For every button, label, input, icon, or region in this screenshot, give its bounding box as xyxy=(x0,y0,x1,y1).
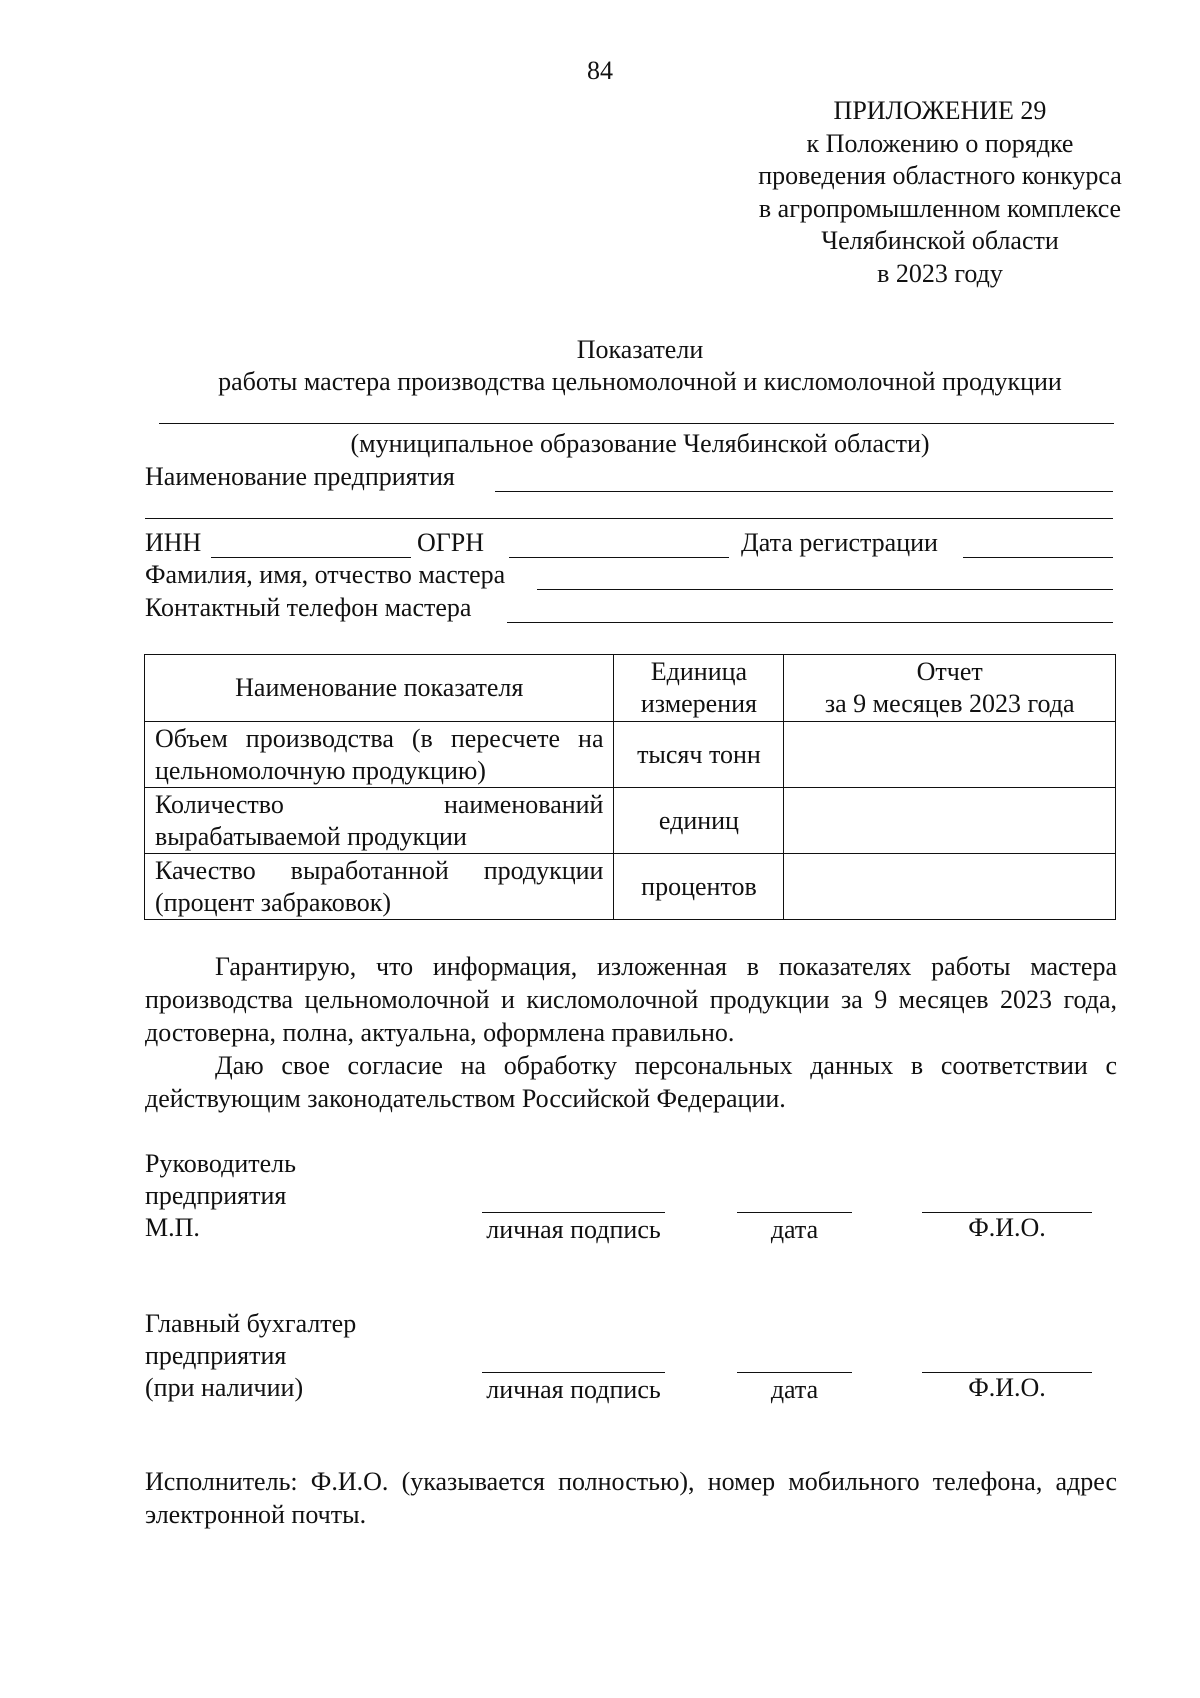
table-row xyxy=(145,854,1116,920)
executor-note: Исполнитель: Ф.И.О. (указывается полностью), номер мобильного телефона, адрес электронной почты. xyxy=(145,1467,1117,1529)
accountant-fio-caption: Ф.И.О. xyxy=(968,1373,1046,1402)
enterprise-name-label: Наименование предприятия xyxy=(145,462,455,491)
accountant-date-line[interactable] xyxy=(737,1372,852,1373)
appendix-line: проведения областного конкурса xyxy=(758,161,1122,190)
indicator-value-cell[interactable] xyxy=(784,788,1116,854)
consent-paragraph xyxy=(145,1049,1117,1115)
page-number: 84 xyxy=(587,56,613,85)
municipality-caption: (муниципальное образование Челябинской области) xyxy=(350,429,930,458)
indicator-unit: процентов xyxy=(614,854,784,920)
document-subtitle: работы мастера производства цельномолочной и кисломолочной продукции xyxy=(218,367,1062,396)
registration-date-field[interactable] xyxy=(963,557,1113,558)
table-row xyxy=(145,788,1116,854)
head-fio-caption: Ф.И.О. xyxy=(968,1213,1046,1242)
indicators-table xyxy=(144,654,1116,920)
municipality-blank-line[interactable] xyxy=(159,423,1114,424)
head-label xyxy=(145,1148,296,1244)
enterprise-name-field[interactable] xyxy=(495,491,1113,492)
indicator-name: Количество наименований вырабатываемой продукции xyxy=(145,788,614,854)
guarantee-text: Гарантирую, что информация, изложенная в показателях работы мастера производства цельномолочной и кисломолочной продукции за 9 месяцев 2023 года, достоверна, полна, актуальна, оформлена правильно. xyxy=(145,952,1117,1047)
registration-date-label: Дата регистрации xyxy=(741,528,938,557)
header-unit-line: Единица xyxy=(650,657,748,686)
accountant-signature-line[interactable] xyxy=(482,1372,665,1373)
header-report-line: Отчет xyxy=(916,657,983,686)
head-signature-block xyxy=(145,1148,1117,1248)
accountant-label-line: предприятия xyxy=(145,1341,287,1370)
accountant-label-line: (при наличии) xyxy=(145,1373,304,1402)
head-date-caption: дата xyxy=(770,1215,819,1244)
header-indicator: Наименование показателя xyxy=(145,655,614,722)
indicator-unit: тысяч тонн xyxy=(614,722,784,788)
master-name-label: Фамилия, имя, отчество мастера xyxy=(145,560,506,589)
accountant-signature-block xyxy=(145,1308,1117,1408)
table-row xyxy=(145,722,1116,788)
indicator-name: Объем производства (в пересчете на цельномолочную продукцию) xyxy=(145,722,614,788)
accountant-date-caption: дата xyxy=(770,1375,819,1404)
ogrn-label: ОГРН xyxy=(417,528,485,557)
header-unit xyxy=(614,655,784,722)
appendix-title: ПРИЛОЖЕНИЕ 29 xyxy=(833,96,1047,125)
appendix-line: в агропромышленном комплексе xyxy=(758,193,1122,223)
accountant-signature-caption: личная подпись xyxy=(486,1375,661,1404)
header-report xyxy=(784,655,1116,722)
guarantee-paragraph xyxy=(145,950,1117,1049)
inn-field[interactable] xyxy=(211,557,411,558)
consent-text: Даю свое согласие на обработку персональных данных в соответствии с действующим законодательством Российской Федерации. xyxy=(145,1051,1117,1113)
master-name-field[interactable] xyxy=(537,589,1113,590)
master-phone-field[interactable] xyxy=(507,622,1113,623)
document-title: Показатели xyxy=(576,335,704,364)
head-label-line: Руководитель xyxy=(145,1149,296,1178)
head-date-line[interactable] xyxy=(737,1212,852,1213)
enterprise-name-field-continuation[interactable] xyxy=(145,518,1113,519)
header-unit-line: измерения xyxy=(640,689,758,718)
ogrn-field[interactable] xyxy=(509,557,729,558)
master-name-row xyxy=(145,559,1115,591)
master-phone-row xyxy=(145,592,1115,624)
indicator-value-cell[interactable] xyxy=(784,722,1116,788)
master-phone-label: Контактный телефон мастера xyxy=(145,593,472,622)
header-report-line: за 9 месяцев 2023 года xyxy=(824,689,1075,718)
appendix-line: в 2023 году xyxy=(877,258,1003,288)
appendix-header xyxy=(700,95,1180,290)
indicator-value-cell[interactable] xyxy=(784,854,1116,920)
accountant-label xyxy=(145,1308,356,1404)
head-signature-line[interactable] xyxy=(482,1212,665,1213)
appendix-line: Челябинской области xyxy=(821,226,1059,255)
accountant-label-line: Главный бухгалтер xyxy=(145,1309,357,1338)
enterprise-name-row xyxy=(145,461,1115,493)
indicator-name: Качество выработанной продукции (процент забраковок) xyxy=(145,854,614,920)
registration-row xyxy=(145,527,1115,559)
inn-label: ИНН xyxy=(145,528,202,557)
table-header-row xyxy=(145,655,1116,722)
stamp-label: М.П. xyxy=(145,1213,200,1242)
head-signature-caption: личная подпись xyxy=(486,1215,661,1244)
indicator-unit: единиц xyxy=(614,788,784,854)
appendix-line: к Положению о порядке xyxy=(806,128,1074,158)
head-label-line: предприятия xyxy=(145,1181,287,1210)
